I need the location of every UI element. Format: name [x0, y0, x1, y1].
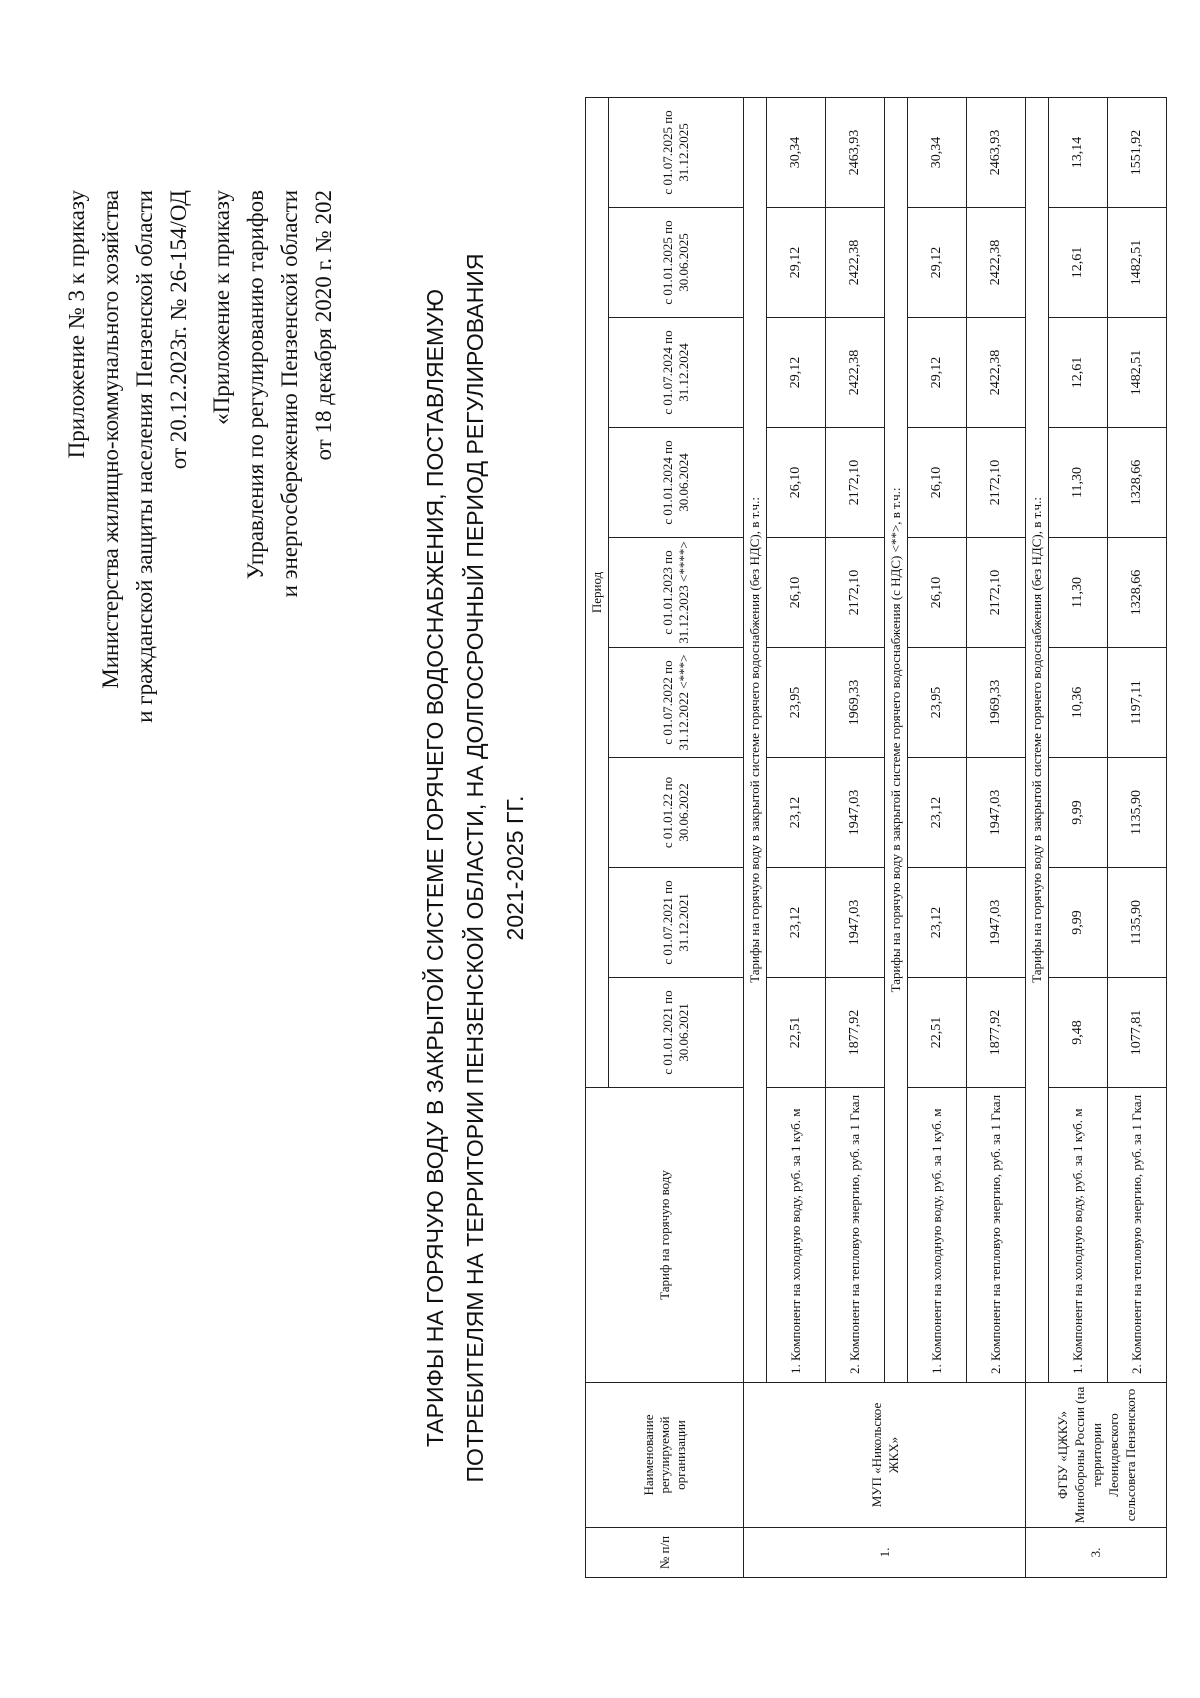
table-cell: 11,30: [1049, 538, 1108, 648]
org-name: ФГБУ «ЦЖКУ» Минобороны России (на территории Леонидовского сельсовета Пензенского: [1026, 1383, 1167, 1528]
col-num-header: № п/п: [586, 1528, 744, 1578]
table-cell: 1328,66: [1108, 538, 1167, 648]
section-title: Тарифы на горячую воду в закрытой системе горячего водоснабжения (с НДС) <**>, в т.ч.:: [885, 97, 908, 1382]
table-cell: 1947,03: [967, 758, 1026, 868]
header-line: Управления по регулированию тарифов: [243, 190, 268, 580]
table-cell: 23,12: [908, 868, 967, 978]
table-cell: 2172,10: [826, 428, 885, 538]
table-cell: 1482,51: [1108, 208, 1167, 318]
table-cell: 26,10: [908, 538, 967, 648]
table-cell: 1969,33: [967, 648, 1026, 758]
table-cell: 12,61: [1049, 318, 1108, 428]
table-cell: 1328,66: [1108, 428, 1167, 538]
section-row: [885, 97, 908, 1577]
header-line: «Приложение к приказу: [209, 190, 234, 425]
table-cell: 10,36: [1049, 648, 1108, 758]
header-line: Министерства жилищно-коммунального хозяйства: [98, 190, 123, 689]
table-cell: 2172,10: [967, 428, 1026, 538]
table-cell: 1135,90: [1108, 758, 1167, 868]
table-cell: 1482,51: [1108, 318, 1167, 428]
component-label: 2. Компонент на тепловую энергию, руб. за 1 Гкал: [826, 1088, 885, 1383]
table-cell: 29,12: [767, 208, 826, 318]
section-row: [1026, 97, 1049, 1577]
org-name: МУП «Никольское ЖКХ»: [744, 1383, 1026, 1528]
table-row: [767, 97, 826, 1577]
table-cell: 1877,92: [826, 978, 885, 1088]
table-cell: 1969,33: [826, 648, 885, 758]
table-cell: 2172,10: [826, 538, 885, 648]
table-cell: 2422,38: [826, 318, 885, 428]
table-cell: 30,34: [908, 97, 967, 207]
header-line: Приложение № 3 к приказу: [64, 190, 89, 459]
period-header: с 01.07.2022 по 31.12.2022 <***>: [609, 648, 744, 758]
period-header: с 01.01.2024 по 30.06.2024: [609, 428, 744, 538]
table-row: [1049, 97, 1108, 1577]
org-number: 3.: [1026, 1528, 1167, 1578]
section-title: Тарифы на горячую воду в закрытой системе горячего водоснабжения (без НДС), в т.ч.:: [744, 97, 767, 1382]
table-cell: 1135,90: [1108, 868, 1167, 978]
table-cell: 2422,38: [967, 318, 1026, 428]
component-label: 2. Компонент на тепловую энергию, руб. за 1 Гкал: [967, 1088, 1026, 1383]
table-cell: 29,12: [908, 318, 967, 428]
table-header-row: [586, 97, 609, 1577]
col-tariff-header: Тариф на горячую воду: [586, 1088, 744, 1383]
title-line: ПОТРЕБИТЕЛЯМ НА ТЕРРИТОРИИ ПЕНЗЕНСКОЙ ОБЛАСТИ, НА ДОЛГОСРОЧНЫЙ ПЕРИОД РЕГУЛИРОВАНИЯ: [462, 253, 488, 1483]
original-appendix-header: [205, 190, 341, 597]
table-cell: 1877,92: [967, 978, 1026, 1088]
col-period-header: Период: [586, 97, 609, 1087]
table-cell: 2422,38: [967, 208, 1026, 318]
table-row: [826, 97, 885, 1577]
table-cell: 1077,81: [1108, 978, 1167, 1088]
table-cell: 9,48: [1049, 978, 1108, 1088]
table-cell: 29,12: [908, 208, 967, 318]
document-title: [415, 98, 535, 1638]
col-org-header: Наименование регулируемой организации: [586, 1383, 744, 1528]
order-appendix-header: [60, 190, 196, 723]
header-line: от 20.12.2023г. № 26-154/ОД: [166, 190, 191, 470]
component-label: 2. Компонент на тепловую энергию, руб. за 1 Гкал: [1108, 1088, 1167, 1383]
table-row: [1108, 97, 1167, 1577]
period-header: с 01.01.2025 по 30.06.2025: [609, 208, 744, 318]
component-label: 1. Компонент на холодную воду, руб. за 1 куб. м: [908, 1088, 967, 1383]
table-cell: 29,12: [767, 318, 826, 428]
period-header: с 01.07.2021 по 31.12.2021: [609, 868, 744, 978]
table-cell: 11,30: [1049, 428, 1108, 538]
period-header: с 01.07.2024 по 31.12.2024: [609, 318, 744, 428]
table-cell: 30,34: [767, 97, 826, 207]
table-cell: 2422,38: [826, 208, 885, 318]
table-cell: 23,12: [908, 758, 967, 868]
table-cell: 1197,11: [1108, 648, 1167, 758]
table-row: [908, 97, 967, 1577]
period-header: с 01.01.2023 по 31.12.2023 <****>: [609, 538, 744, 648]
table-cell: 1947,03: [826, 868, 885, 978]
component-label: 1. Компонент на холодную воду, руб. за 1 куб. м: [1049, 1088, 1108, 1383]
table-cell: 23,12: [767, 868, 826, 978]
table-cell: 13,14: [1049, 97, 1108, 207]
title-line: 2021-2025 ГГ.: [502, 795, 528, 941]
table-cell: 22,51: [908, 978, 967, 1088]
component-label: 1. Компонент на холодную воду, руб. за 1 куб. м: [767, 1088, 826, 1383]
table-cell: 23,12: [767, 758, 826, 868]
header-line: и гражданской защиты населения Пензенской области: [132, 190, 157, 723]
table-cell: 2463,93: [826, 97, 885, 207]
header-line: и энергосбережению Пензенской области: [277, 190, 302, 598]
table-cell: 22,51: [767, 978, 826, 1088]
table-cell: 26,10: [908, 428, 967, 538]
org-number: 1.: [744, 1528, 1026, 1578]
table-cell: 23,95: [767, 648, 826, 758]
table-cell: 1947,03: [826, 758, 885, 868]
table-row: [967, 97, 1026, 1577]
table-cell: 2172,10: [967, 538, 1026, 648]
table-cell: 12,61: [1049, 208, 1108, 318]
title-line: ТАРИФЫ НА ГОРЯЧУЮ ВОДУ В ЗАКРЫТОЙ СИСТЕМЕ ГОРЯЧЕГО ВОДОСНАБЖЕНИЯ, ПОСТАВЛЯЕМУЮ: [422, 289, 448, 1447]
table-cell: 1947,03: [967, 868, 1026, 978]
period-header: с 01.01.22 по 30.06.2022: [609, 758, 744, 868]
table-cell: 1551,92: [1108, 97, 1167, 207]
section-row: [744, 97, 767, 1577]
period-header: с 01.07.2025 по 31.12.2025: [609, 97, 744, 207]
table-cell: 2463,93: [967, 97, 1026, 207]
table-cell: 26,10: [767, 538, 826, 648]
table-cell: 26,10: [767, 428, 826, 538]
tariff-table: [585, 97, 1167, 1578]
table-cell: 9,99: [1049, 758, 1108, 868]
period-header: с 01.01.2021 по 30.06.2021: [609, 978, 744, 1088]
table-cell: 23,95: [908, 648, 967, 758]
header-line: от 18 декабря 2020 г. № 202: [311, 190, 336, 461]
section-title: Тарифы на горячую воду в закрытой системе горячего водоснабжения (без НДС), в т.ч.:: [1026, 97, 1049, 1382]
table-cell: 9,99: [1049, 868, 1108, 978]
